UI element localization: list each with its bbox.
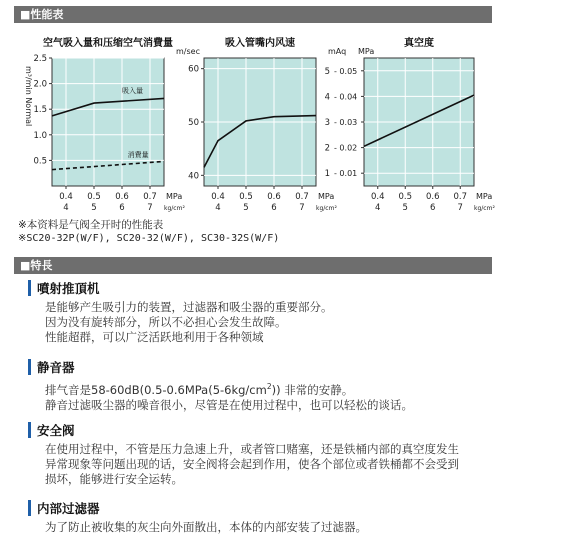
superscript: 2: [266, 382, 272, 391]
x-tick-label-kg: 4: [375, 203, 381, 213]
x-tick-label: 0.5: [239, 192, 253, 202]
feature-line-text: 排气音是58-60dB(0.5-0.6MPa(5-6kg/cm: [45, 382, 267, 397]
feature-line: 异常现象等问题出现的话，安全阀将会起到作用，使各个部位或者铁桶都不会受到: [45, 457, 459, 471]
feature-line: 为了防止被收集的灰尘向外面散出，本体的内部安装了过滤器。: [45, 520, 367, 534]
y-tick-label: 50: [188, 118, 199, 128]
feature-line: 在使用过程中，不管是压力急速上升，或者管口赌塞，还是铁桶内部的真空度发生: [45, 442, 459, 456]
x-tick-label: 0.7: [295, 192, 309, 202]
feature-line: 因为没有旋转部分，所以不必担心会发生故障。: [45, 315, 287, 329]
feature-body: [28, 300, 488, 345]
feature-body: [28, 379, 488, 413]
charts-area: [14, 36, 504, 216]
y-tick-label: 40: [188, 171, 199, 182]
x-unit-kg: kg/cm²: [316, 205, 337, 212]
feature-inner-filter: [28, 499, 488, 535]
feature-line: [45, 379, 488, 398]
y-tick-label: 4: [324, 92, 330, 103]
chart-title: 空气吸入量和压缩空气消費量: [43, 38, 173, 49]
x-tick-label-kg: 6: [430, 203, 436, 213]
x-tick-label: 0.4: [211, 192, 225, 202]
x-unit-mpa: MPa: [476, 192, 493, 201]
y-tick-label-mpa: - 0.01: [334, 169, 358, 179]
feature-title: 噴射推頂机: [37, 281, 100, 296]
feature-title: 安全阀: [37, 423, 75, 438]
feature-body: [28, 442, 488, 487]
y-tick-label: 0.5: [33, 156, 47, 167]
y-tick-label: 2.0: [33, 79, 47, 90]
series-label: 消費量: [127, 150, 149, 159]
y-axis-label: mAq: [328, 47, 347, 56]
feature-line: 损坏，能够进行安全运转。: [45, 472, 183, 486]
feature-ejector: [28, 279, 488, 345]
x-tick-label: 0.5: [398, 192, 413, 202]
y-tick-label: 1: [324, 169, 330, 180]
x-tick-label-kg: 5: [243, 203, 249, 213]
accent-bar: [28, 500, 31, 516]
section-bar-features: ■特長: [14, 257, 492, 274]
y-tick-label: 1.0: [33, 130, 47, 141]
y-tick-label-mpa: - 0.02: [334, 143, 358, 153]
chart-vacuum: [325, 36, 496, 213]
section-bar-performance: ■性能表: [14, 6, 492, 23]
y-axis-label-2: MPa: [358, 47, 375, 56]
x-tick-label-kg: 5: [402, 203, 408, 213]
x-tick-label: 0.4: [370, 192, 385, 202]
feature-title: 内部过滤器: [37, 501, 100, 516]
note-line-1: ※本资料是气阀全开时的性能表: [18, 219, 164, 231]
accent-bar: [28, 280, 31, 296]
accent-bar: [28, 359, 31, 375]
y-tick-label-mpa: - 0.04: [334, 92, 358, 102]
x-tick-label: 0.5: [87, 192, 101, 202]
x-tick-label: 0.7: [143, 192, 157, 202]
feature-line: 是能够产生吸引力的装置，过滤器和吸尘器的重要部分。: [45, 300, 333, 314]
feature-line: 静音过滤吸尘器的噪音很小，尽管是在使用过程中，也可以轻松的谈话。: [45, 397, 413, 412]
x-tick-label-kg: 7: [147, 203, 153, 213]
feature-head: [28, 499, 488, 517]
series-label: 吸入量: [122, 86, 143, 95]
x-unit-mpa: MPa: [318, 192, 335, 201]
y-tick-label-mpa: - 0.03: [334, 118, 358, 127]
x-tick-label-kg: 6: [271, 203, 277, 213]
x-tick-label: 0.7: [453, 192, 468, 202]
chart-title: 吸入管嘴内风速: [225, 38, 295, 49]
accent-bar: [28, 422, 31, 438]
feature-head: [28, 279, 488, 297]
notes: [18, 218, 279, 246]
x-tick-label-kg: 4: [63, 203, 69, 213]
feature-body: [28, 520, 488, 535]
y-axis-label: m³/min Normal: [24, 66, 33, 127]
feature-head: [28, 358, 488, 376]
x-tick-label-kg: 7: [457, 203, 463, 213]
feature-title: 静音器: [37, 360, 75, 375]
plot-area: [52, 58, 164, 186]
y-tick-label: 3: [324, 118, 330, 128]
chart-title: 真空度: [404, 38, 434, 49]
y-tick-label-mpa: - 0.05: [334, 66, 358, 76]
x-unit-kg: kg/cm²: [164, 205, 185, 212]
chart-nozzle-speed: [176, 36, 337, 213]
y-tick-label: 1.5: [33, 105, 47, 116]
feature-line-tail: )) 非常的安静。: [271, 382, 354, 397]
x-tick-label: 0.6: [425, 192, 440, 202]
x-unit-kg: kg/cm²: [474, 205, 495, 212]
chart-air-intake: [24, 36, 185, 213]
x-tick-label: 0.6: [115, 192, 129, 202]
x-tick-label: 0.4: [59, 192, 73, 202]
y-tick-label: 2.5: [33, 54, 47, 64]
feature-silencer: [28, 358, 488, 413]
x-tick-label-kg: 5: [91, 203, 97, 213]
feature-line: 性能超群，可以广泛活跃地利用于各种领域: [45, 330, 264, 344]
x-tick-label-kg: 7: [299, 203, 305, 213]
feature-head: [28, 421, 488, 439]
x-unit-mpa: MPa: [166, 192, 183, 201]
y-tick-label: 60: [188, 64, 199, 75]
note-line-2: ※SC20-32P(W/F), SC20-32(W/F), SC30-32S(W/F): [18, 233, 280, 244]
y-axis-label: m/sec: [176, 47, 200, 56]
x-tick-label-kg: 6: [119, 203, 125, 213]
y-tick-label: 5: [324, 66, 330, 77]
y-tick-label: 2: [324, 143, 330, 154]
feature-safety-valve: [28, 421, 488, 487]
x-tick-label: 0.6: [267, 192, 281, 202]
x-tick-label-kg: 4: [215, 203, 221, 213]
